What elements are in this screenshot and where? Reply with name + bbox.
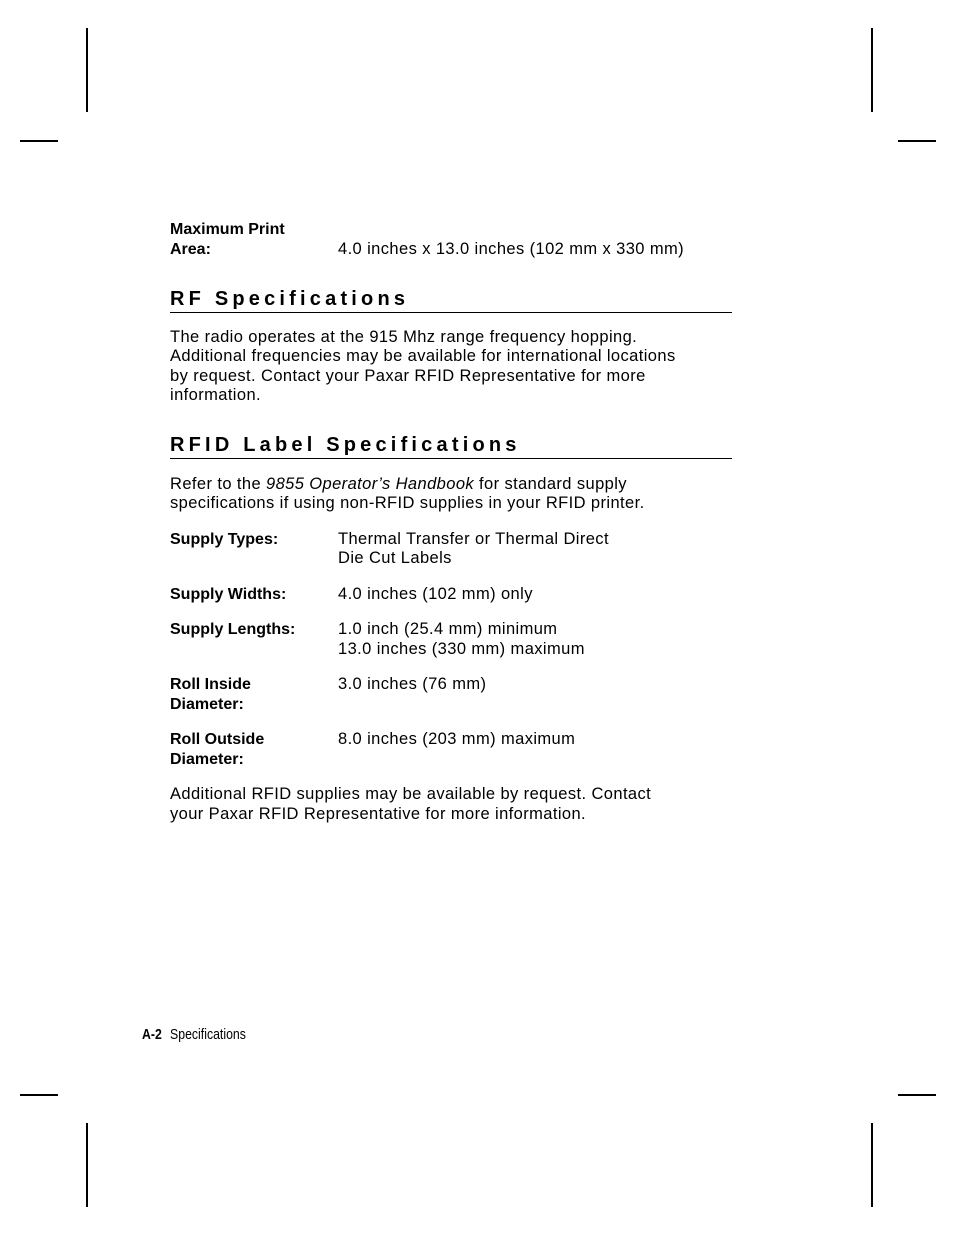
rfid-closing-paragraph [170, 785, 732, 824]
spec-label [170, 620, 335, 640]
rf-paragraph-line: Additional frequencies may be available for international locations [170, 347, 676, 366]
rfid-intro-prefix: Refer to the [170, 475, 266, 494]
rfid-intro-line1 [170, 475, 732, 494]
rfid-intro-line2: specifications if using non-RFID supplies in your RFID printer. [170, 494, 645, 513]
rf-paragraph-line: by request. Contact your Paxar RFID Representative for more [170, 366, 646, 385]
supply-types-spec [170, 530, 732, 569]
rf-section-paragraph [170, 328, 732, 405]
page-number: A-2 [142, 1026, 162, 1043]
spec-value-line: 1.0 inch (25.4 mm) minimum [338, 620, 558, 639]
spec-label-line: Supply Types: [170, 530, 279, 548]
spec-value [338, 620, 585, 659]
crop-mark-bottom-left-vertical [86, 1123, 88, 1207]
rfid-closing-line2: your Paxar RFID Representative for more information. [170, 804, 587, 823]
handbook-title: 9855 Operator’s Handbook [266, 475, 475, 494]
roll-inside-diameter-spec [170, 675, 732, 714]
rf-paragraph-line: The radio operates at the 915 Mhz range frequency hopping. [170, 328, 638, 346]
rfid-intro-suffix: for standard supply [474, 475, 627, 494]
print-area-spec [170, 220, 732, 259]
print-area-label-line2: Area: [170, 240, 211, 258]
spec-value-line: 8.0 inches (203 mm) maximum [338, 730, 576, 749]
spec-value [338, 530, 609, 569]
rfid-intro-paragraph [170, 475, 732, 514]
spec-value-line: Die Cut Labels [338, 549, 452, 568]
spec-value [338, 730, 575, 750]
rf-paragraph-line: information. [170, 385, 262, 404]
crop-mark-bottom-right-horizontal [898, 1094, 936, 1096]
crop-mark-top-right-horizontal [898, 140, 936, 142]
spec-value-line: 4.0 inches (102 mm) only [338, 584, 533, 603]
spec-label [170, 675, 335, 714]
spec-label-line: Supply Lengths: [170, 621, 296, 639]
spec-label-line: Roll Outside [170, 731, 265, 749]
rfid-section-title: RFID Label Specifications [170, 433, 732, 459]
spec-value [338, 585, 533, 605]
spec-value-line: Thermal Transfer or Thermal Direct [338, 529, 609, 548]
crop-mark-top-left-horizontal [20, 140, 58, 142]
footer-section-name: Specifications [170, 1026, 246, 1043]
spec-value [338, 675, 486, 695]
rf-section-title: RF Specifications [170, 287, 732, 313]
crop-mark-bottom-left-horizontal [20, 1094, 58, 1096]
supply-lengths-spec [170, 620, 732, 659]
roll-outside-diameter-spec [170, 730, 732, 769]
print-area-label [170, 220, 335, 259]
spec-value-line: 3.0 inches (76 mm) [338, 675, 487, 694]
print-area-value: 4.0 inches x 13.0 inches (102 mm x 330 mm) [338, 239, 685, 258]
crop-mark-top-left-vertical [86, 28, 88, 112]
spec-label-line: Supply Widths: [170, 585, 287, 603]
spec-label-line: Diameter: [170, 695, 244, 713]
print-area-label-line1: Maximum Print [170, 221, 285, 238]
rfid-closing-line1: Additional RFID supplies may be available by request. Contact [170, 785, 652, 804]
page-content [170, 220, 732, 824]
spec-label [170, 730, 335, 769]
crop-mark-top-right-vertical [871, 28, 873, 112]
spec-value-line: 13.0 inches (330 mm) maximum [338, 639, 585, 658]
crop-mark-bottom-right-vertical [871, 1123, 873, 1207]
spec-label [170, 530, 335, 550]
supply-widths-spec [170, 585, 732, 605]
page-footer [142, 1026, 246, 1043]
spec-label [170, 585, 335, 605]
spec-label-line: Roll Inside [170, 676, 251, 694]
spec-label-line: Diameter: [170, 750, 244, 768]
